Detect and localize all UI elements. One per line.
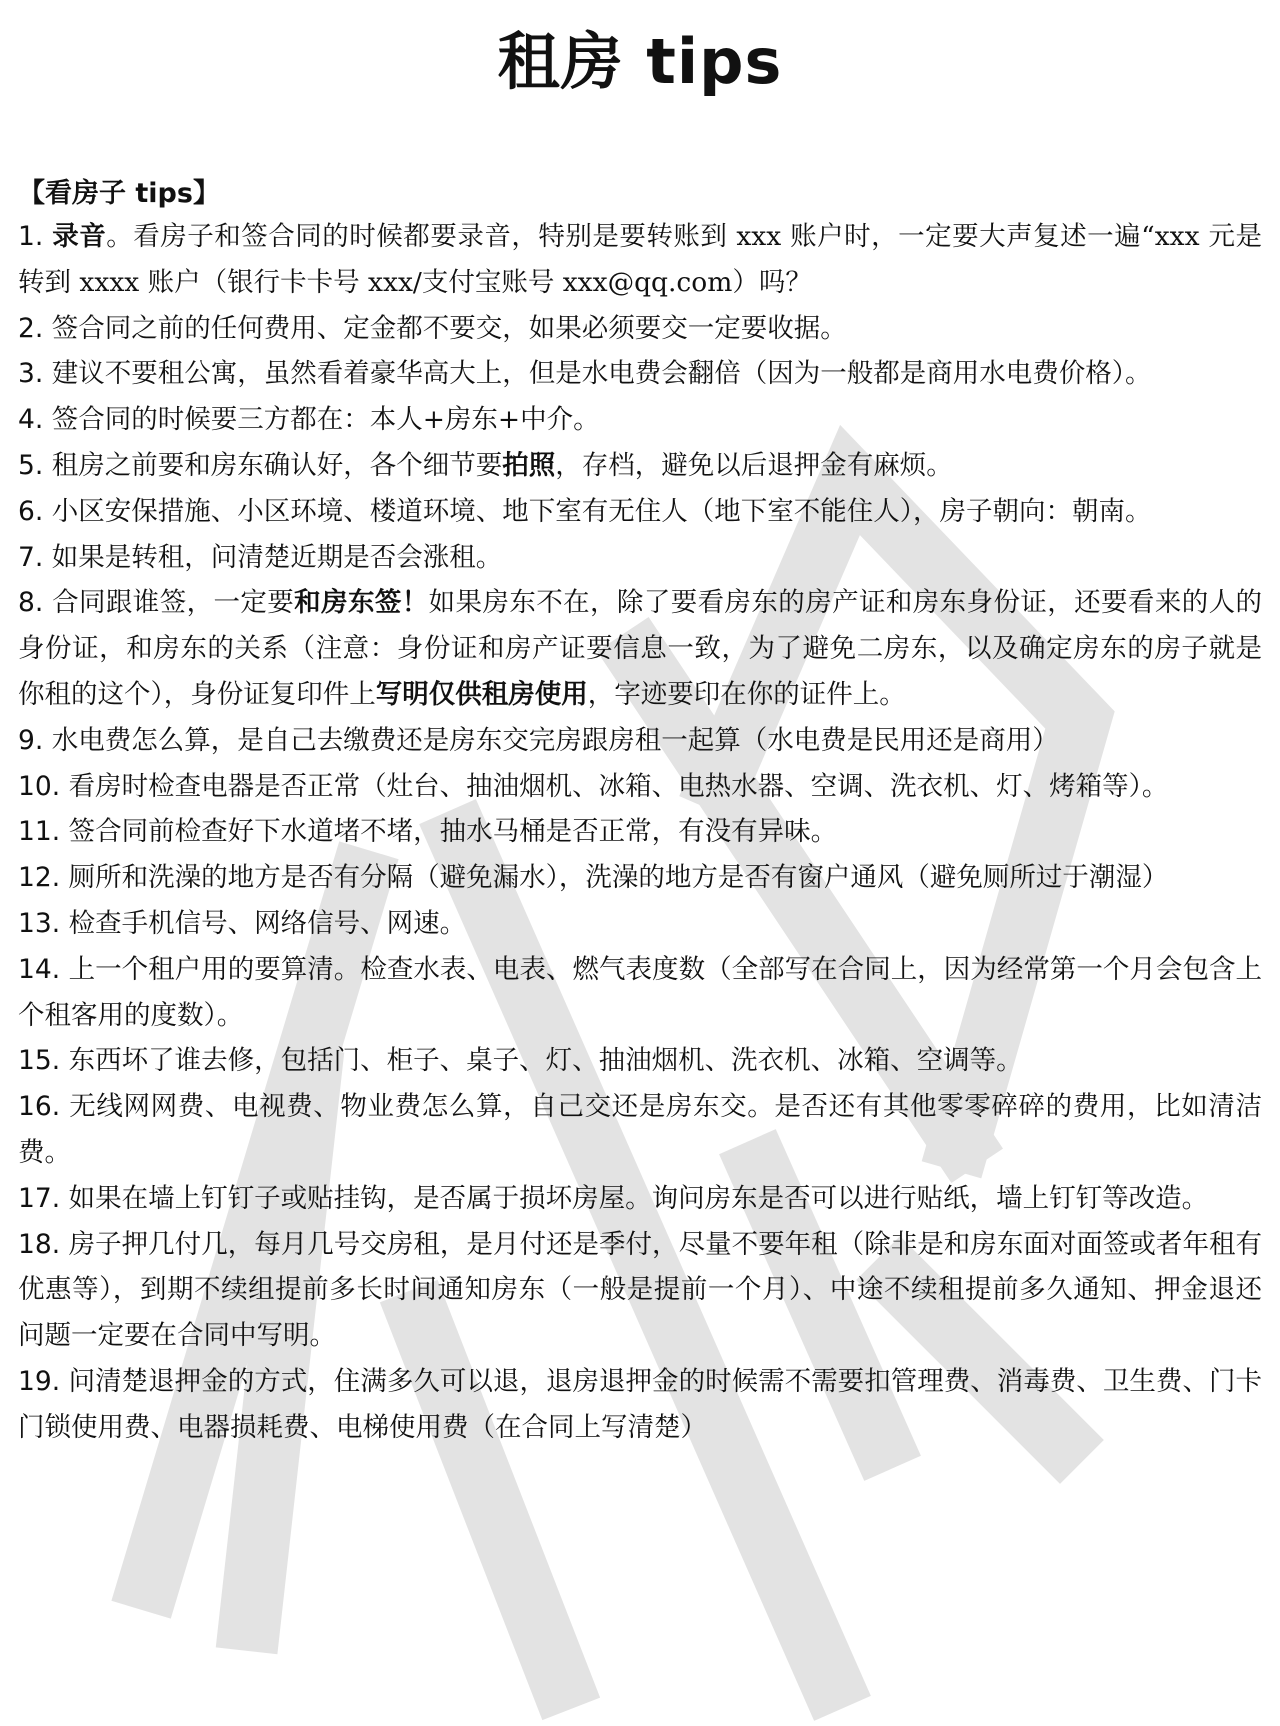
list-item: [18, 306, 1262, 352]
section-heading: 【看房子 tips】: [18, 178, 220, 209]
page-title: 租房 tips: [497, 25, 783, 98]
item-text: 水电费怎么算，是自己去缴费还是房东交完房跟房租一起算（水电费是民用还是商用）: [51, 724, 1059, 756]
item-number: 11.: [18, 816, 69, 848]
list-item: [18, 1359, 1262, 1451]
item-text: 签合同的时候要三方都在：本人+房东+中介。: [51, 404, 600, 436]
item-number: 12.: [18, 862, 69, 894]
list-item: [18, 214, 1262, 306]
item-number: 6.: [18, 495, 52, 527]
item-text: 看房时检查电器是否正常（灶台、抽油烟机、冰箱、电热水器、空调、洗衣机、灯、烤箱等）。: [68, 770, 1169, 802]
item-text: 租房之前要和房东确认好，各个细节要: [51, 449, 503, 481]
item-number: 1.: [18, 221, 53, 252]
item-number: 7.: [18, 541, 52, 573]
item-text: ，字迹要印在你的证件上。: [587, 678, 906, 710]
list-item: [18, 947, 1262, 1039]
item-text: 厕所和洗澡的地方是否有分隔（避免漏水），洗澡的地方是否有窗户通风（避免厕所过于潮湿）: [68, 862, 1169, 894]
item-text: 签合同之前的任何费用、定金都不要交，如果必须要交一定要收据。: [51, 312, 847, 344]
item-number: 9.: [18, 724, 52, 756]
document-page: [0, 20, 1280, 1451]
item-number: 5.: [18, 449, 52, 481]
list-item: [18, 580, 1262, 717]
item-text: 无线网网费、电视费、物业费怎么算，自己交还是房东交。是否还有其他零零碎碎的费用，比如清洁费。: [18, 1091, 1263, 1168]
list-item: [18, 855, 1262, 901]
item-number: 3.: [18, 358, 52, 390]
item-text: 问清楚退押金的方式，住满多久可以退，退房退押金的时候需不需要扣管理费、消毒费、卫生费、门卡门锁使用费、电器损耗费、电梯使用费（在合同上写清楚）: [18, 1365, 1262, 1443]
item-text: 签合同前检查好下水道堵不堵，抽水马桶是否正常，有没有异味。: [68, 816, 838, 848]
list-item: [18, 901, 1262, 947]
item-number: 10.: [18, 770, 69, 802]
item-number: 17.: [18, 1182, 69, 1214]
item-text: 房子押几付几，每月几号交房租，是月付还是季付，尽量不要年租（除非是和房东面对面签或者年租有优惠等），到期不续组提前多长时间通知房东（一般是提前一个月）、中途不续租提前多久通知、押金退还问题一定要在合同中写明。: [18, 1228, 1262, 1352]
list-item: [18, 443, 1262, 489]
list-item: [18, 397, 1262, 443]
item-text: 小区安保措施、小区环境、楼道环境、地下室有无住人（地下室不能住人），房子朝向：朝南。: [51, 495, 1152, 527]
item-text: 如果在墙上钉钉子或贴挂钩，是否属于损坏房屋。询问房东是否可以进行贴纸，墙上钉钉等改造。: [68, 1182, 1209, 1214]
list-item: [18, 1222, 1262, 1359]
item-number: 8.: [18, 587, 53, 619]
item-number: 15.: [18, 1045, 69, 1077]
item-text-bold: 拍照: [502, 449, 556, 481]
list-item: [18, 718, 1262, 764]
item-number: 14.: [18, 953, 69, 985]
list-item: [18, 764, 1262, 810]
item-text: 建议不要租公寓，虽然看着豪华高大上，但是水电费会翻倍（因为一般都是商用水电费价格）。: [51, 358, 1152, 390]
item-number: 4.: [18, 404, 52, 436]
item-text: 如果是转租，问清楚近期是否会涨租。: [51, 541, 503, 573]
item-text-bold: 写明仅供租房使用: [375, 678, 588, 710]
list-item: [18, 351, 1262, 397]
item-text-bold: 录音: [52, 221, 107, 252]
list-item: [18, 1084, 1262, 1176]
tips-list: [18, 214, 1262, 1451]
item-text: 东西坏了谁去修，包括门、柜子、桌子、灯、抽油烟机、洗衣机、冰箱、空调等。: [68, 1045, 1023, 1077]
item-text-bold: 和房东签！: [294, 587, 429, 619]
item-number: 19.: [18, 1365, 69, 1397]
item-number: 18.: [18, 1228, 69, 1260]
item-text: 合同跟谁签，一定要: [52, 587, 295, 619]
item-text: 检查手机信号、网络信号、网速。: [68, 907, 467, 939]
list-item: [18, 535, 1262, 581]
item-text: 。看房子和签合同的时候都要录音，特别是要转账到 xxx 账户时，一定要大声复述一遍“xxx 元是转到 xxxx 账户（银行卡卡号 xxx/支付宝账号 xxx@qq.com）吗？: [18, 221, 1262, 298]
list-item: [18, 489, 1262, 535]
item-text: 上一个租户用的要算清。检查水表、电表、燃气表度数（全部写在合同上，因为经常第一个月会包含上个租客用的度数）。: [18, 953, 1262, 1031]
list-item: [18, 809, 1262, 855]
item-text: ，存档，避免以后退押金有麻烦。: [555, 449, 953, 481]
item-number: 13.: [18, 907, 69, 939]
item-text: 如果房东不在，除了要看房东的房产证和房东身份证，还要看来的人的身份证，和房东的关系（注意：身份证和房产证要信息一致，为了避免二房东，以及确定房东的房子就是你租的这个），身份证复印件上: [18, 587, 1263, 710]
list-item: [18, 1176, 1262, 1222]
item-number: 2.: [18, 312, 52, 344]
item-number: 16.: [18, 1091, 70, 1123]
list-item: [18, 1038, 1262, 1084]
